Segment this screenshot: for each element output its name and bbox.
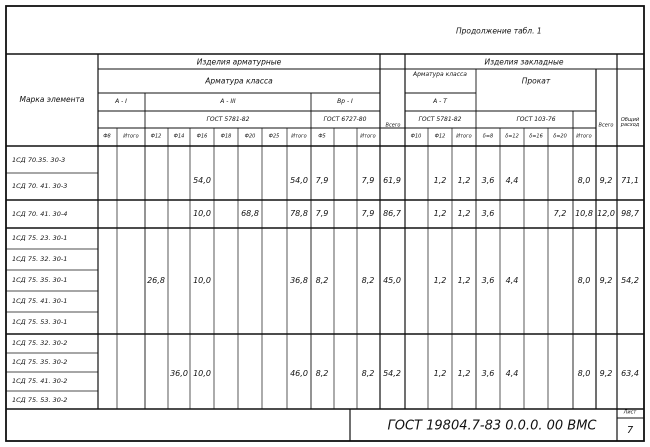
table-cell: 10,8 [575,209,593,218]
sheet-label: Лист [623,409,637,416]
table-cell: 8,2 [361,369,375,378]
column-header-16: δ=12 [505,133,519,140]
element-mark: 1СД 75. 53. 30-2 [12,395,68,404]
table-cell: 1,2 [433,209,447,218]
table-cell: 26,8 [147,276,165,285]
table-cell: 63,4 [621,369,639,378]
element-mark: 1СД 75. 32. 30-2 [12,338,68,347]
table-cell: 78,8 [290,209,308,218]
fittings-group-header: Изделия арматурные [196,57,282,67]
table-cell: 86,7 [383,209,401,218]
class-vr1: Bp - I [337,98,353,105]
column-header-3: Ф14 [173,133,185,140]
element-mark: 1СД 75. 35. 30-1 [12,275,68,284]
total-fittings: Всего [385,122,401,129]
table-cell: 1,2 [433,276,447,285]
document-code: ГОСТ 19804.7-83 0.0.0. 00 ВМС [387,418,597,434]
column-header-1: Итого [123,133,139,140]
table-cell: 1,2 [457,276,471,285]
column-header-14: Итого [456,133,472,140]
table-cell: 36,8 [290,276,308,285]
mark-column-header: Марка элемента [19,95,85,104]
table-cell: 54,0 [193,176,211,185]
standard-5781-emb: ГОСТ 5781-82 [418,116,462,123]
standard-6727: ГОСТ 6727-80 [323,116,367,123]
column-header-12: Ф10 [410,133,422,140]
element-mark: 1СД 70.35. 30-3 [12,155,66,164]
table-cell: 12,0 [597,209,615,218]
element-mark: 1СД 75. 23. 30-1 [12,233,68,242]
column-header-19: Итого [576,133,592,140]
column-header-2: Ф12 [150,133,162,140]
table-cell: 68,8 [241,209,259,218]
table-cell: 54,2 [383,369,401,378]
total-embedded: Всего [598,122,614,129]
table-cell: 54,0 [290,176,308,185]
column-header-8: Итого [291,133,307,140]
table-cell: 8,0 [577,276,591,285]
table-cell: 4,4 [505,276,519,285]
sheet-number: 7 [626,425,634,436]
rolled-header: Прокат [521,76,551,86]
table-cell: 8,2 [361,276,375,285]
element-mark: 1СД 75. 41. 30-2 [12,376,68,385]
table-cell: 10,0 [193,209,211,218]
column-header-15: δ=8 [482,133,494,140]
column-header-17: δ=16 [529,133,543,140]
column-header-6: Ф20 [244,133,256,140]
embedded-group-header: Изделия закладные [484,57,564,67]
column-header-13: Ф12 [434,133,446,140]
table-cell: 7,9 [361,176,375,185]
table-cell: 4,4 [505,369,519,378]
element-mark: 1СД 70. 41. 30-3 [12,181,68,190]
standard-103: ГОСТ 103-76 [516,116,556,123]
column-header-4: Ф16 [196,133,208,140]
table-cell: 3,6 [481,276,495,285]
table-cell: 10,0 [193,276,211,285]
column-header-0: Ф8 [103,133,111,140]
element-mark: 1СД 75. 32. 30-1 [12,254,68,263]
table-cell: 9,2 [599,369,613,378]
table-cell: 4,4 [505,176,519,185]
table-cell: 8,0 [577,176,591,185]
class-at: A - T [433,98,447,105]
column-header-7: Ф25 [268,133,280,140]
table-cell: 9,2 [599,276,613,285]
element-mark: 1СД 75. 35. 30-2 [12,357,68,366]
table-cell: 3,6 [481,369,495,378]
table-cell: 7,9 [315,176,329,185]
table-cell: 1,2 [457,176,471,185]
table-cell: 61,9 [383,176,401,185]
table-cell: 3,6 [481,209,495,218]
column-header-5: Ф18 [220,133,232,140]
continuation-note: Продолжение табл. 1 [456,26,542,36]
element-mark: 1СД 75. 53. 30-1 [12,317,68,326]
grand-total-header: Общий расход [620,117,640,128]
element-mark: 1СД 70. 41. 30-4 [12,209,68,218]
table-cell: 46,0 [290,369,308,378]
column-header-18: δ=20 [553,133,567,140]
table-cell: 8,2 [315,369,329,378]
column-header-9: Ф5 [318,133,326,140]
table-cell: 3,6 [481,176,495,185]
table-cell: 9,2 [599,176,613,185]
fittings-class-header: Арматура класса [205,76,273,86]
emb-class-header: Арматура класса [413,71,467,78]
table-cell: 1,2 [457,209,471,218]
column-header-11: Итого [360,133,376,140]
standard-5781: ГОСТ 5781-82 [206,116,250,123]
table-cell: 1,2 [433,369,447,378]
table-cell: 71,1 [621,176,639,185]
table-cell: 45,0 [383,276,401,285]
table-cell: 8,2 [315,276,329,285]
table-cell: 1,2 [433,176,447,185]
table-cell: 10,0 [193,369,211,378]
table-cell: 7,2 [553,209,567,218]
table-cell: 8,0 [577,369,591,378]
table-cell: 98,7 [621,209,639,218]
table-cell: 1,2 [457,369,471,378]
table-cell: 36,0 [170,369,188,378]
class-a3: A - III [220,98,236,105]
table-cell: 54,2 [621,276,639,285]
class-a1: A - I [115,98,127,105]
table-cell: 7,9 [315,209,329,218]
table-cell: 7,9 [361,209,375,218]
element-mark: 1СД 75. 41. 30-1 [12,296,68,305]
